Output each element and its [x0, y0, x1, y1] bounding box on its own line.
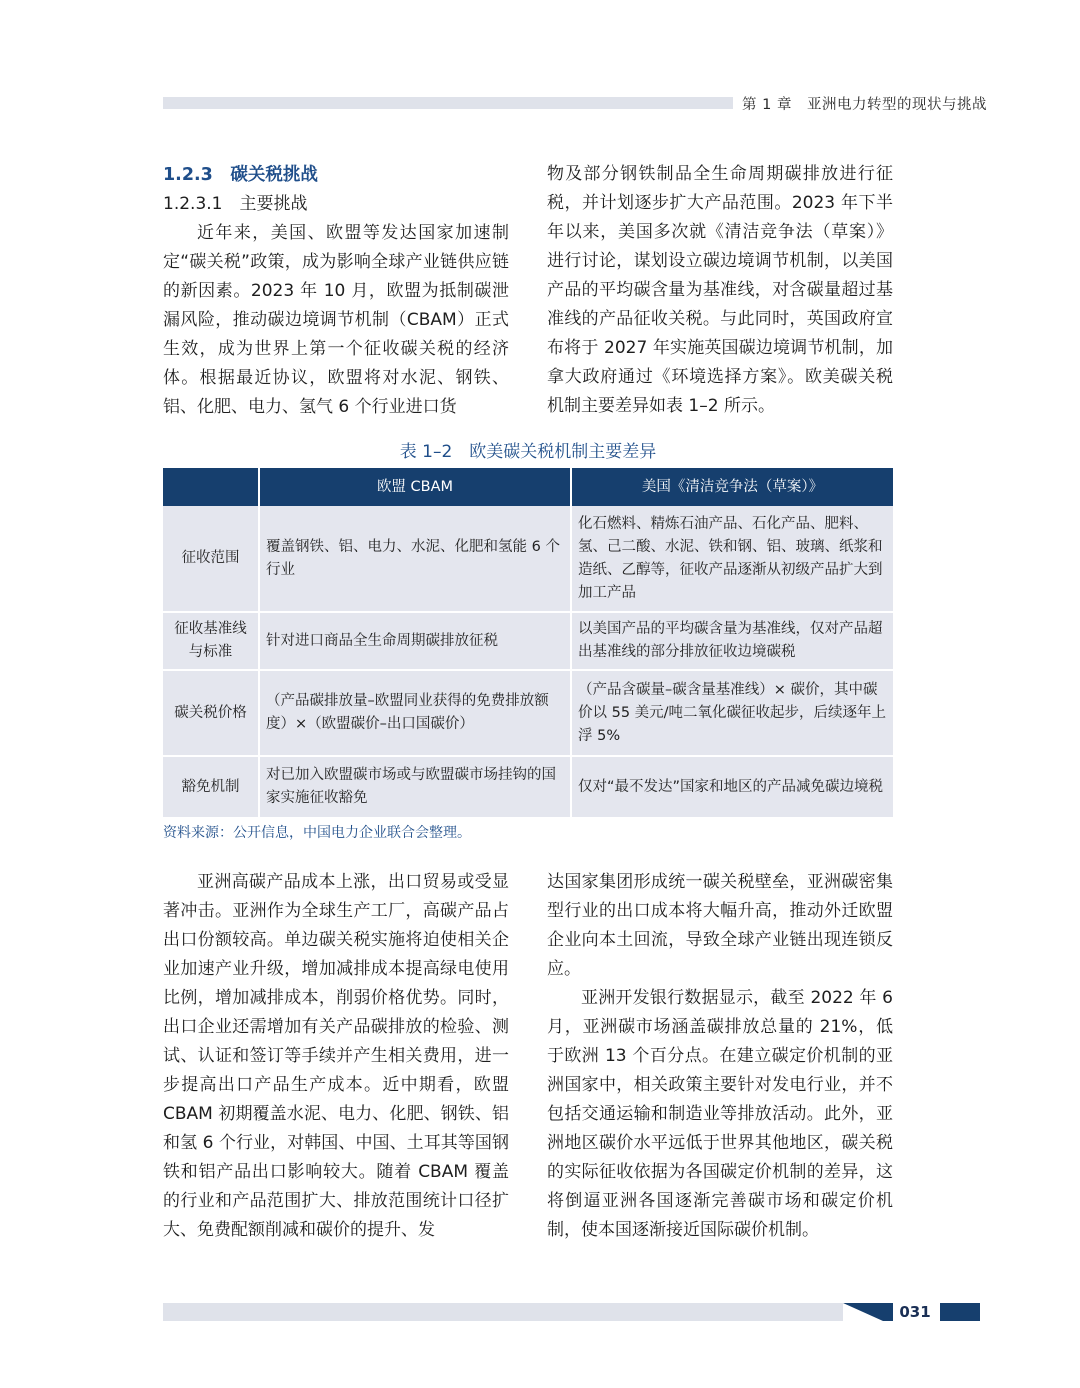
us-cell: （产品含碳量–碳含量基准线）× 碳价，其中碳价以 55 美元/吨二氧化碳征收起步，后续逐年上浮 5%	[571, 670, 893, 756]
us-cell: 化石燃料、精炼石油产品、石化产品、肥料、氢、己二酸、水泥、铁和钢、铝、玻璃、纸浆和造纸、乙醇等，征收产品逐渐从初级产品扩大到加工产品	[571, 506, 893, 612]
us-cell: 以美国产品的平均碳含量为基准线，仅对产品超出基准线的部分排放征收边境碳税	[571, 612, 893, 670]
table-source-note: 资料来源：公开信息，中国电力企业联合会整理。	[163, 825, 471, 841]
chapter-header: 第 1 章 亚洲电力转型的现状与挑战	[742, 97, 987, 113]
row-label: 征收范围	[163, 506, 259, 612]
bottom-right-column	[547, 868, 893, 1245]
body-paragraph: 近年来，美国、欧盟等发达国家加速制定“碳关税”政策，成为影响全球产业链供应链的新因素。2023 年 10 月，欧盟为抵制碳泄漏风险，推动碳边境调节机制（CBAM）正式生效，成为世界上第一个征收碳关税的经济体。根据最近协议，欧盟将对水泥、钢铁、铝、化肥、电力、氢气 6 个行业进口货	[163, 223, 509, 417]
us-cell: 仅对“最不发达”国家和地区的产品减免碳边境税	[571, 756, 893, 818]
eu-cell: 对已加入欧盟碳市场或与欧盟碳市场挂钩的国家实施征收豁免	[259, 756, 571, 818]
subsection-title: 1.2.3.1 主要挑战	[163, 194, 308, 214]
body-paragraph-continued: 达国家集团形成统一碳关税壁垒，亚洲碳密集型行业的出口成本将大幅升高，推动外迁欧盟企业向本土回流，导致全球产业链出现连锁反应。	[547, 872, 893, 979]
section-title: 1.2.3 碳关税挑战	[163, 165, 318, 185]
footer-dark-block	[883, 1303, 893, 1321]
footer-wedge	[843, 1303, 883, 1321]
top-left-column	[163, 160, 509, 422]
page-number: 031	[893, 1301, 937, 1323]
table-header-cell: 美国《清洁竞争法（草案）》	[571, 468, 893, 506]
body-paragraph: 亚洲开发银行数据显示，截至 2022 年 6 月，亚洲碳市场涵盖碳排放总量的 21%，低于欧洲 13 个百分点。在建立碳定价机制的亚洲国家中，相关政策主要针对发电行业，并不包括交通运输和制造业等排放活动。此外，亚洲地区碳价水平远低于世界其他地区，碳关税的实际征收依据为各国碳定价机制的差异，这将倒逼亚洲各国逐渐完善碳市场和碳定价机制，使本国逐渐接近国际碳价机制。	[547, 988, 893, 1240]
table-header-cell	[163, 468, 259, 506]
eu-cell: 覆盖钢铁、铝、电力、水泥、化肥和氢能 6 个行业	[259, 506, 571, 612]
eu-cell: 针对进口商品全生命周期碳排放征税	[259, 612, 571, 670]
table-caption: 表 1–2 欧美碳关税机制主要差异	[399, 442, 657, 462]
eu-cell: （产品碳排放量–欧盟同业获得的免费排放额度）×（欧盟碳价–出口国碳价）	[259, 670, 571, 756]
table-row	[163, 612, 893, 670]
table-header-row	[163, 468, 893, 506]
header-decorative-bar	[163, 97, 733, 109]
body-paragraph: 亚洲高碳产品成本上涨，出口贸易或受显著冲击。亚洲作为全球生产工厂，高碳产品占出口份额较高。单边碳关税实施将迫使相关企业加速产业升级，增加减排成本提高绿电使用比例，增加减排成本，削弱价格优势。同时，出口企业还需增加有关产品碳排放的检验、测试、认证和签订等手续并产生相关费用，进一步提高出口产品生产成本。近中期看，欧盟 CBAM 初期覆盖水泥、电力、化肥、钢铁、铝和氢 6 个行业，对韩国、中国、土耳其等国钢铁和铝产品出口影响较大。随着 CBAM 覆盖的行业和产品范围扩大、排放范围统计口径扩大、免费配额削减和碳价的提升、发	[163, 872, 509, 1240]
bottom-left-column	[163, 868, 509, 1245]
body-paragraph-continued: 物及部分钢铁制品全生命周期碳排放进行征税，并计划逐步扩大产品范围。2023 年下半年以来，美国多次就《清洁竞争法（草案）》进行讨论，谋划设立碳边境调节机制，以美国产品的平均碳含量为基准线，对含碳量超过基准线的产品征收关税。与此同时，英国政府宣布将于 2027 年实施英国碳边境调节机制，加拿大政府通过《环境选择方案》。欧美碳关税机制主要差异如表 1–2 所示。	[547, 164, 893, 416]
table-header-cell: 欧盟 CBAM	[259, 468, 571, 506]
row-label: 征收基准线与标准	[163, 612, 259, 670]
row-label: 碳关税价格	[163, 670, 259, 756]
footer-dark-block	[940, 1303, 980, 1321]
footer-decorative-bar	[163, 1303, 843, 1321]
top-right-column	[547, 160, 893, 421]
table-row	[163, 756, 893, 818]
row-label: 豁免机制	[163, 756, 259, 818]
table-row	[163, 506, 893, 612]
comparison-table	[163, 468, 893, 819]
table-row	[163, 670, 893, 756]
